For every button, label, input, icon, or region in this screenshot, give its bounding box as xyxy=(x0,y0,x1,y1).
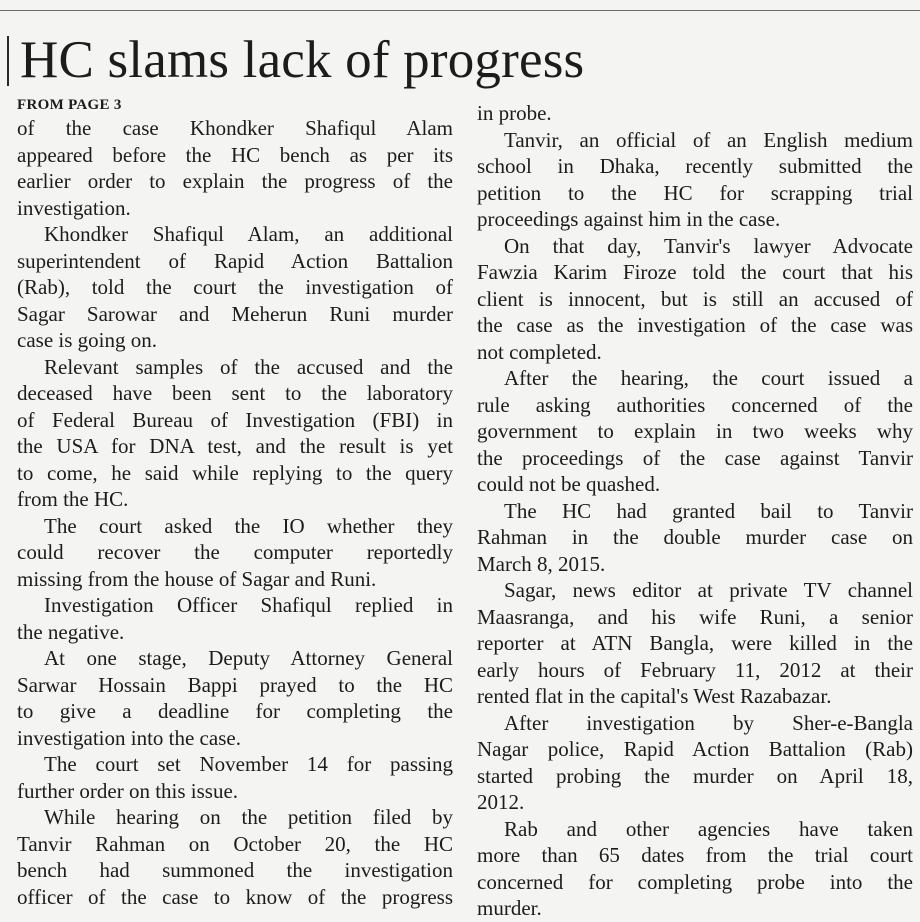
text-line: Rahman in the double murder case on xyxy=(477,525,913,549)
text-line: the negative. xyxy=(17,619,125,644)
text-line: early hours of February 11, 2012 at their xyxy=(477,657,913,682)
column-right-body xyxy=(477,100,913,922)
text-line: While hearing on the petition filed by xyxy=(44,805,453,829)
text-line: 2012. xyxy=(477,790,525,814)
text-line: On that day, Tanvir's lawyer Advocate xyxy=(504,233,913,258)
text-line: Investigation Officer Shafiqul replied in xyxy=(44,593,453,617)
text-line: Khondker Shafiqul Alam, an additional xyxy=(44,222,453,246)
text-line: Sagar Sarowar and Meherun Runi murder xyxy=(17,301,453,326)
column-left-body xyxy=(17,115,453,910)
text-line: petition to the HC for scrapping trial xyxy=(477,180,913,205)
text-line: earlier order to explain the progress of the xyxy=(17,169,453,193)
text-line: government to explain in two weeks why xyxy=(477,419,913,443)
text-line: Tanvir Rahman on October 20, the HC xyxy=(17,831,453,856)
text-line: deceased have been sent to the laboratory xyxy=(17,381,453,405)
text-line: officer of the case to know of the progress xyxy=(17,884,453,909)
text-line: murder. xyxy=(477,896,542,920)
text-line: Sagar, news editor at private TV channel xyxy=(504,578,913,602)
text-line: Nagar police, Rapid Action Battalion (Rab) xyxy=(477,737,913,761)
text-line: not completed. xyxy=(477,339,602,364)
text-line: the case as the investigation of the case was xyxy=(477,313,913,337)
text-line: could not be quashed. xyxy=(477,472,661,496)
text-line: Rab and other agencies have taken xyxy=(504,816,913,841)
text-line: superintendent of Rapid Action Battalion xyxy=(17,248,453,273)
text-line: more than 65 dates from the trial court xyxy=(477,843,913,867)
text-line: the proceedings of the case against Tanvir xyxy=(477,445,913,470)
text-line: rented flat in the capital's West Razabazar. xyxy=(477,684,832,708)
text-line: started probing the murder on April 18, xyxy=(477,763,913,788)
headline: HC slams lack of progress xyxy=(20,31,585,89)
text-line: (Rab), told the court the investigation of xyxy=(17,275,453,299)
text-line: missing from the house of Sagar and Runi. xyxy=(17,566,377,591)
text-line: to give a deadline for completing the xyxy=(17,699,453,723)
text-line: from the HC. xyxy=(17,487,129,511)
text-line: client is innocent, but is still an accused of xyxy=(477,286,913,311)
text-line: the USA for DNA test, and the result is yet xyxy=(17,434,453,458)
text-line: of the case Khondker Shafiqul Alam xyxy=(17,116,453,140)
column-left xyxy=(17,96,453,910)
text-line: case is going on. xyxy=(17,328,157,352)
text-line: Tanvir, an official of an English medium xyxy=(504,127,913,152)
text-line: investigation into the case. xyxy=(17,725,241,750)
text-line: The HC had granted bail to Tanvir xyxy=(504,498,913,523)
text-line: After the hearing, the court issued a xyxy=(504,366,913,390)
text-line: proceedings against him in the case. xyxy=(477,207,781,231)
text-line: rule asking authorities concerned of the xyxy=(477,392,913,417)
text-line: concerned for completing probe into the xyxy=(477,869,913,894)
text-line: reporter at ATN Bangla, were killed in the xyxy=(477,631,913,655)
text-line: Maasranga, and his wife Runi, a senior xyxy=(477,604,913,629)
text-line: investigation. xyxy=(17,195,131,220)
top-rule xyxy=(0,10,920,11)
text-line: could recover the computer reportedly xyxy=(17,540,453,564)
text-line: At one stage, Deputy Attorney General xyxy=(44,646,453,670)
text-line: appeared before the HC bench as per its xyxy=(17,142,453,167)
text-line: further order on this issue. xyxy=(17,778,239,803)
text-line: to come, he said while replying to the query xyxy=(17,460,453,485)
text-line: After investigation by Sher-e-Bangla xyxy=(504,710,913,735)
text-line: school in Dhaka, recently submitted the xyxy=(477,154,913,178)
headline-side-rule xyxy=(7,36,9,86)
text-line: Relevant samples of the accused and the xyxy=(44,354,453,379)
text-line: March 8, 2015. xyxy=(477,551,606,576)
text-line: in probe. xyxy=(477,101,552,125)
column-right xyxy=(477,100,913,922)
text-line: The court set November 14 for passing xyxy=(44,752,453,776)
text-line: Fawzia Karim Firoze told the court that his xyxy=(477,260,913,284)
text-line: The court asked the IO whether they xyxy=(44,513,453,538)
kicker-from-page: FROM PAGE 3 xyxy=(17,97,122,113)
text-line: Sarwar Hossain Bappi prayed to the HC xyxy=(17,672,453,697)
text-line: of Federal Bureau of Investigation (FBI) in xyxy=(17,407,453,432)
text-line: bench had summoned the investigation xyxy=(17,858,453,882)
